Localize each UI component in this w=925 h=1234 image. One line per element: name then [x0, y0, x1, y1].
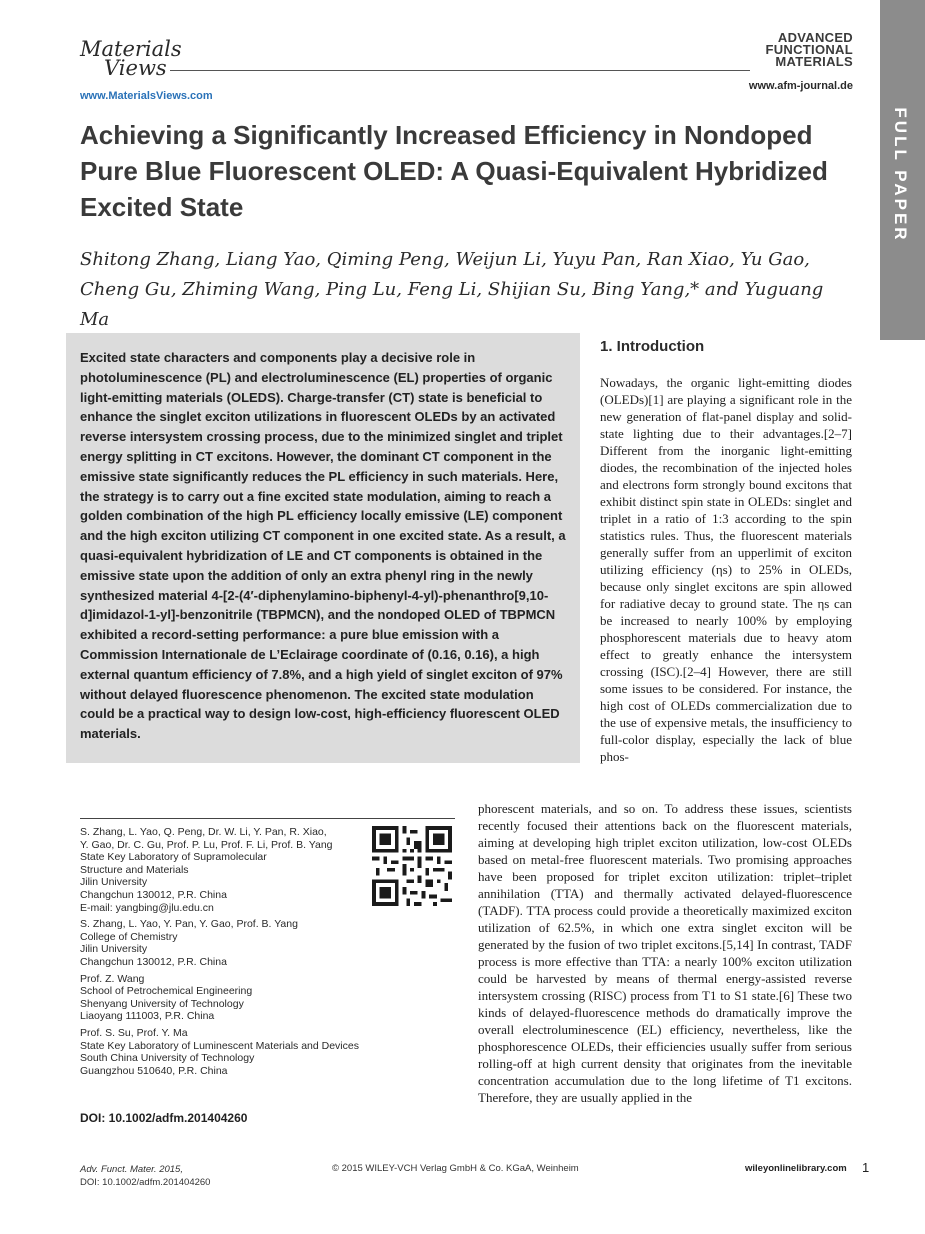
abstract-text: Excited state characters and components play a decisive role in photoluminescence (PL) and electroluminescence (EL) properties of organic light-emitting materials (OLEDS). Charge-transfer (CT) state is beneficial to enhance the singlet exciton utilizations in fluorescent OLEDs by an activated reverse intersystem crossing process, due to the minimized singlet and triplet energy splitting in CT excitons. However, the dominant CT component in the emissive state significantly reduces the PL efficiency in such materials. Here, the strategy is to carry out a fine excited state modulation, aiming to reach a golden combination of the high PL efficiency locally emissive (LE) component and the high exciton utilizing CT component in one excited state. As a result, a quasi-equivalent hybridization of LE and CT components is obtained in the emissive state upon the addition of only an extra phenyl ring in the newly synthesized material 4-[2-(4′-diphenylamino-biphenyl-4-yl)-phenanthro[9,10-d]imidazol-1-yl]-benzonitrile (TBPMCN), and the nondoped OLED of TBPMCN exhibited a record-setting performance: a pure blue emission with a Commission Internationale de L’Eclairage coordinate of (0.16, 0.16), a high external quantum efficiency of 7.8%, and a high yield of singlet exciton of 97% without delayed fluorescence phenomenon. The excited state modulation could be a practical way to design low-cost, high-efficiency fluorescent OLED materials.: [80, 350, 566, 742]
page-number: 1: [862, 1160, 870, 1175]
footer-doi[interactable]: DOI: 10.1002/adfm.201404260: [80, 1177, 211, 1188]
introduction-heading: 1. Introduction: [600, 338, 705, 355]
introduction-paragraph-wide: phorescent materials, and so on. To address these issues, scientists recently focused their attentions back on the fluorescent materials, aiming at developing high triplet exciton utilization, low-cost OLEDs based on metal-free fluorescent materials. Two promising approaches have been proposed for triplet exciton utilization: triplet–triplet annihilation (TTA) and thermally activated delayed-fluorescence (TADF). TTA process could provide a theoretically maximized exciton utilization of 62.5%, in which one extra singlet exciton will be generated by the fusion of two triplet excitons.[5,14] In contrast, TADF process is more effective than TTA: a nearly 100% exciton utilization could be harvested by means of thermal energy-assisted reverse intersystem crossing (RISC) process from T1 to S1 state.[6] These two kinds of delayed-fluorescence methods do dramatically improve the overall electroluminescence (EL) efficiency, nevertheless, like the phosphorescence OLEDs, their efficiencies usually suffer from serious rolling-off at high current density that originates from the inevitable concentration accumulation due to the long lifetime of T1 excitons. Therefore, they are usually applied in the: [478, 801, 852, 1105]
publisher-logo: [80, 37, 182, 80]
affiliation-line: School of Petrochemical Engineering: [80, 985, 253, 998]
doi-line[interactable]: DOI: 10.1002/adfm.201404260: [80, 1111, 248, 1125]
affiliation-line: S. Zhang, L. Yao, Y. Pan, Y. Gao, Prof. B. Yang: [80, 918, 298, 931]
affiliation-line: S. Zhang, L. Yao, Q. Peng, Dr. W. Li, Y. Pan, R. Xiao,: [80, 826, 327, 838]
header-divider: [170, 70, 750, 71]
introduction-paragraph-narrow: Nowadays, the organic light-emitting diodes (OLEDs)[1] are playing a significant role in the new generation of flat-panel display and solid-state lighting due to their advantages.[2–7] Different from the inorganic light-emitting diodes, the recombination of the injected holes and electrons form strongly bound excitons that exhibit distinct spin state in OLEDs: singlet and triplet in a ratio of 1:3 according to the spin statistics rules. Thus, the fluorescent materials generally suffer from an upperlimit of exciton utilizing efficiency (ηs) to 25% in OLEDs, because only singlet excitons are spin allowed for radiative decay to ground state. The ηs can be increased to nearly 100% by employing phosphorescent materials due to heavy atom effect to greatly enhance the intersystem crossing (ISC).[2–4] However, there are still some issues to be considered. For instance, the high cost of OLEDs commercialization due to the use of expensive metals, the insufficiency to full-color display, especially the lack of blue phos-: [600, 375, 852, 764]
affiliation-line: State Key Laboratory of Luminescent Materials and Devices: [80, 1039, 359, 1052]
affiliation-group: [80, 918, 460, 968]
author-list: Shitong Zhang, Liang Yao, Qiming Peng, Weijun Li, Yuyu Pan, Ran Xiao, Yu Gao, Cheng Gu, Zhiming Wang, Ping Lu, Feng Li, Shijian Su, Bing Yang,* and Yuguang Ma: [80, 249, 824, 330]
journal-logo-line2: FUNCTIONAL: [765, 42, 853, 57]
affiliation-line: Y. Gao, Dr. C. Gu, Prof. P. Lu, Prof. F. Li, Prof. B. Yang: [80, 838, 333, 851]
affiliation-line: Structure and Materials: [80, 863, 189, 876]
publisher-logo-line2: Views: [104, 56, 167, 80]
footer-site-link[interactable]: wileyonlinelibrary.com: [745, 1163, 847, 1174]
footer-citation: [80, 1163, 210, 1189]
affiliation-line: Changchun 130012, P.R. China: [80, 955, 227, 968]
publisher-url[interactable]: www.MaterialsViews.com: [80, 90, 213, 102]
affiliation-line: Liaoyang 111003, P.R. China: [80, 1010, 215, 1023]
affiliation-line: Guangzhou 510640, P.R. China: [80, 1064, 228, 1077]
journal-url[interactable]: www.afm-journal.de: [748, 80, 853, 92]
publisher-logo-line1: Materials: [80, 37, 182, 61]
affiliation-line: Prof. S. Su, Prof. Y. Ma: [80, 1026, 188, 1039]
qr-code-icon[interactable]: [372, 826, 452, 906]
corresponding-email[interactable]: E-mail: yangbing@jlu.edu.cn: [80, 901, 214, 914]
journal-logo-line1: ADVANCED: [777, 30, 853, 45]
affiliation-line: Shenyang University of Technology: [80, 997, 244, 1010]
affiliation-line: Jilin University: [80, 876, 148, 889]
affiliation-line: South China University of Technology: [80, 1052, 255, 1065]
footer-copyright: © 2015 WILEY-VCH Verlag GmbH & Co. KGaA, Weinheim: [332, 1163, 579, 1174]
journal-logo: [745, 32, 853, 68]
footer-journal-year: Adv. Funct. Mater. 2015,: [80, 1164, 183, 1175]
affiliation-line: Prof. Z. Wang: [80, 972, 145, 985]
affiliation-group: [80, 1027, 460, 1077]
affiliation-line: Changchun 130012, P.R. China: [80, 888, 227, 901]
affiliation-line: College of Chemistry: [80, 930, 178, 943]
affiliation-line: State Key Laboratory of Supramolecular: [80, 851, 267, 864]
journal-logo-line3: MATERIALS: [775, 54, 853, 69]
affiliation-group: [80, 973, 460, 1023]
affiliation-line: Jilin University: [80, 943, 148, 956]
affiliation-divider: [80, 818, 455, 819]
article-title: Achieving a Significantly Increased Efficiency in Nondoped Pure Blue Fluorescent OLED: A Quasi-Equivalent Hybridized Excited State: [80, 120, 828, 222]
section-tab-label: FULL PAPER: [891, 107, 910, 243]
